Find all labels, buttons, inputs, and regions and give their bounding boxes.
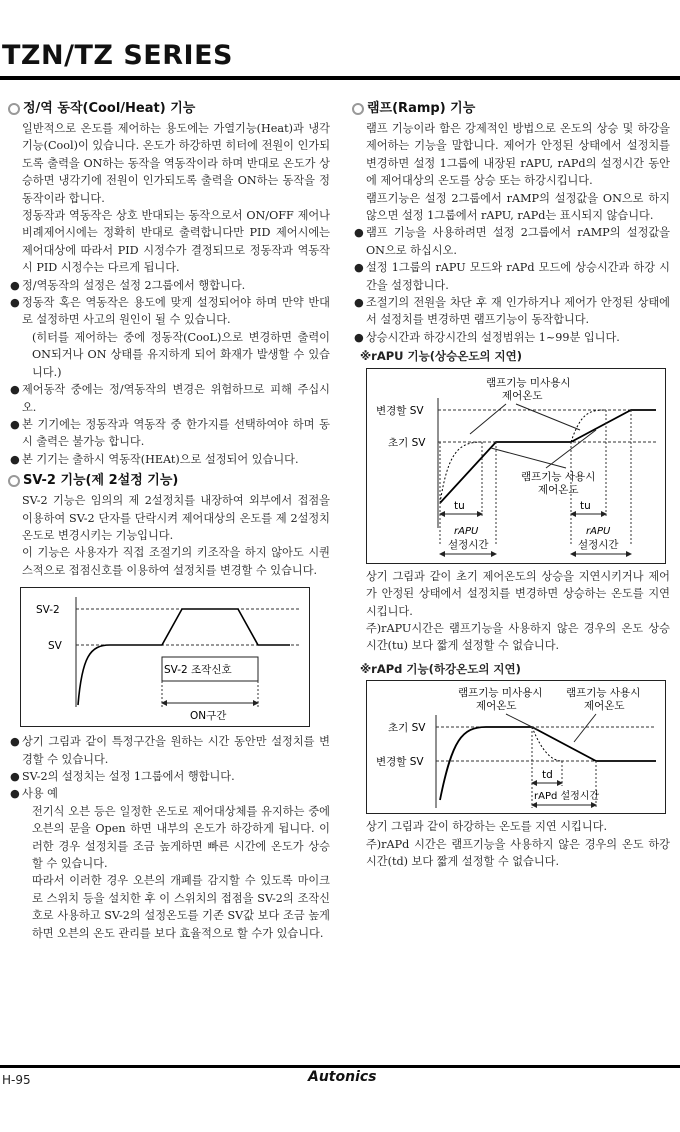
bullet-item: ● SV-2의 설정치는 설정 1그룹에서 행합니다. bbox=[10, 769, 235, 783]
svg-text:제어온도: 제어온도 bbox=[476, 700, 517, 713]
paragraph: 정동작과 역동작은 상호 반대되는 동작으로서 ON/OFF 제어나 비례제어시에는 정확히 반대로 출력합니다만 PID 제어시에는 제어대상에 따라서 PID 시정수가 결정되므로 정동작과 역동작시 PID 시정수는 다르게 됩니다. bbox=[22, 209, 330, 275]
svg-text:설정시간: 설정시간 bbox=[448, 538, 489, 551]
svg-text:제어온도: 제어온도 bbox=[538, 483, 579, 496]
paragraph: 주)rAPU시간은 램프기능을 사용하지 않은 경우의 온도 상승 시간(tu) 보다 짧게 설정할 수 없습니다. bbox=[366, 621, 670, 653]
paragraph: 일반적으로 온도를 제어하는 용도에는 가열기능(Heat)과 냉각기능(Cool)이 있습니다. 온도가 하강하면 히터에 전원이 인가되도록 출력을 ON하는 동작을 역동작이라 하며 반대로 온도가 상승하면 냉각기에 전원이 인가되도록 출력을 ON하는 동작을 정동작이라 합니다. bbox=[22, 122, 330, 205]
page-number: H-95 bbox=[2, 1073, 31, 1087]
bullet-note: (히터를 제어하는 중에 정동작(CooL)으로 변경하면 출력이 ON되거나 ON 상태를 유지하게 되어 화재가 발생할 수 있습니다.) bbox=[32, 330, 330, 379]
svg-text:제어온도: 제어온도 bbox=[502, 389, 543, 402]
signal-label: SV-2 조작신호 bbox=[164, 664, 232, 677]
section-heading-sv2: SV-2 기능(제 2설정 기능) bbox=[8, 472, 330, 490]
changed-sv-label: 변경할 SV bbox=[376, 404, 424, 417]
paragraph: 주)rAPd 시간은 램프기능을 사용하지 않은 경우의 온도 하강시간(td) 보다 짧게 설정할 수 없습니다. bbox=[366, 837, 670, 868]
paragraph: 전기식 오븐 등은 일정한 온도로 제어대상체를 유지하는 중에 오븐의 문을 Open 하면 내부의 온도가 하강하게 됩니다. 이러한 경우 설정치를 조금 높게하면 빠른 시간에 온도가 상승할 수 있습니다. bbox=[32, 804, 330, 870]
bullet-ring-icon bbox=[352, 103, 364, 115]
brand-logo: Autonics bbox=[308, 1069, 377, 1085]
svg-text:램프기능 미사용시: 램프기능 미사용시 bbox=[486, 376, 571, 389]
svg-text:rAPU: rAPU bbox=[454, 525, 479, 537]
ramp-down-curve bbox=[440, 727, 656, 803]
bullet-item: ● 상승시간과 하강시간의 설정범위는 1~99분 입니다. bbox=[354, 330, 620, 344]
svg-text:tu: tu bbox=[580, 499, 591, 512]
svg-text:td: td bbox=[542, 769, 553, 782]
subheading-rapu: ※rAPU 기능(상승온도의 지연) bbox=[360, 349, 523, 364]
svg-text:설정시간: 설정시간 bbox=[578, 538, 619, 551]
paragraph: 이 기능은 사용자가 직접 조절기의 키조작을 하지 않아도 시퀀스적으로 접점신호를 이용하여 설정치를 변경할 수 있습니다. bbox=[22, 546, 330, 577]
svg-text:램프기능 사용시: 램프기능 사용시 bbox=[521, 470, 596, 483]
section-heading-ramp: 램프(Ramp) 기능 bbox=[352, 100, 670, 118]
svg-text:tu: tu bbox=[454, 499, 465, 512]
paragraph: 램프기능은 설정 2그룹에서 rAMP의 설정값을 ON으로 하지 않으면 설정 1그룹에서 rAPU, rAPd는 표시되지 않습니다. bbox=[366, 191, 670, 223]
svg-text:제어온도: 제어온도 bbox=[584, 700, 625, 713]
initial-sv-label: 초기 SV bbox=[388, 436, 426, 449]
bullet-item: ● 사용 예 bbox=[10, 787, 58, 801]
paragraph: 상기 그림과 같이 초기 제어온도의 상승을 지연시키거나 제어가 안정된 상태에서 설정치를 변경하면 상승하는 온도를 지연시킵니다. bbox=[366, 569, 670, 618]
right-column bbox=[352, 100, 670, 870]
svg-text:램프기능 사용시: 램프기능 사용시 bbox=[566, 687, 641, 700]
bullet-item: ● 본 기기에는 정동작과 역동작 중 한가지를 선택하여야 하며 동시 출력은 불가능 합니다. bbox=[10, 417, 330, 449]
bullet-item: ● 조절기의 전원을 차단 후 재 인가하거나 제어가 안정된 상태에서 설정치를 변경하면 램프기능이 동작합니다. bbox=[354, 296, 670, 327]
subheading-rapd: ※rAPd 기능(하강온도의 지연) bbox=[360, 661, 521, 676]
bullet-ring-icon bbox=[8, 103, 20, 115]
on-period-label: ON구간 bbox=[190, 710, 227, 723]
rapd-diagram bbox=[366, 680, 666, 814]
sv2-diagram bbox=[20, 587, 310, 727]
paragraph: SV-2 기능은 임의의 제 2설정치를 내장하여 외부에서 접점을 이용하여 SV-2 단자를 단락시켜 제어대상의 온도를 제 2설정치 온도로 변경시키는 기능입니다. bbox=[22, 494, 330, 542]
page-title: TZN/TZ SERIES bbox=[2, 40, 233, 71]
sv-label: SV bbox=[48, 640, 62, 653]
svg-text:초기 SV: 초기 SV bbox=[388, 722, 426, 735]
svg-text:램프기능 미사용시: 램프기능 미사용시 bbox=[458, 687, 543, 700]
bullet-item: ● 설정 1그룹의 rAPU 모드와 rAPd 모드에 상승시간과 하강 시간을 설정합니다. bbox=[354, 261, 670, 292]
left-column bbox=[8, 100, 330, 942]
paragraph: 따라서 이러한 경우 오븐의 개폐를 감지할 수 있도록 마이크로 스위치 등을 설치한 후 이 스위치의 접점을 SV-2의 조작신호로 사용하고 SV-2의 설정온도를 기존 SV값 보다 조금 높게하면 오븐의 온도 관리를 보다 효율적으로 할 수가 있습니다. bbox=[32, 874, 330, 940]
bullet-item: ● 램프 기능을 사용하려면 설정 2그룹에서 rAMP의 설정값을 ON으로 하십시오. bbox=[354, 226, 670, 257]
paragraph: 상기 그림과 같이 하강하는 온도를 지연 시킵니다. bbox=[366, 820, 608, 834]
bullet-item: ● 상기 그림과 같이 특정구간을 원하는 시간 동안만 설정치를 변경할 수 있습니다. bbox=[10, 735, 330, 766]
bullet-ring-icon bbox=[8, 475, 20, 487]
svg-text:rAPU: rAPU bbox=[586, 525, 611, 537]
bullet-item: ● 제어동작 중에는 정/역동작의 변경은 위험하므로 피해 주십시오. bbox=[10, 383, 330, 414]
title-divider bbox=[0, 76, 680, 80]
bullet-item: ● 정/역동작의 설정은 설정 2그룹에서 행합니다. bbox=[10, 278, 246, 292]
bullet-item: ● 본 기기는 출하시 역동작(HEAt)으로 설정되어 있습니다. bbox=[10, 452, 299, 466]
sv2-label: SV-2 bbox=[36, 604, 60, 617]
bullet-item: ● 정동작 혹은 역동작은 용도에 맞게 설정되어야 하며 만약 반대로 설정하면 사고의 원인이 될 수 있습니다. bbox=[10, 296, 330, 327]
section-heading-cool-heat: 정/역 동작(Cool/Heat) 기능 bbox=[8, 100, 330, 118]
rapu-diagram bbox=[366, 368, 666, 564]
svg-text:rAPd 설정시간: rAPd 설정시간 bbox=[534, 791, 600, 803]
paragraph: 램프 기능이라 함은 강제적인 방법으로 온도의 상승 및 하강을 제어하는 기능을 말합니다. 제어가 안정된 상태에서 설정치를 변경하면 설정 1그룹에 내장된 rAPU, rAPd의 설정시간 동안에 제어대상의 온도를 상승 또는 하강시킵니다. bbox=[366, 122, 670, 188]
svg-text:변경할 SV: 변경할 SV bbox=[376, 756, 424, 769]
footer-divider bbox=[0, 1065, 680, 1068]
